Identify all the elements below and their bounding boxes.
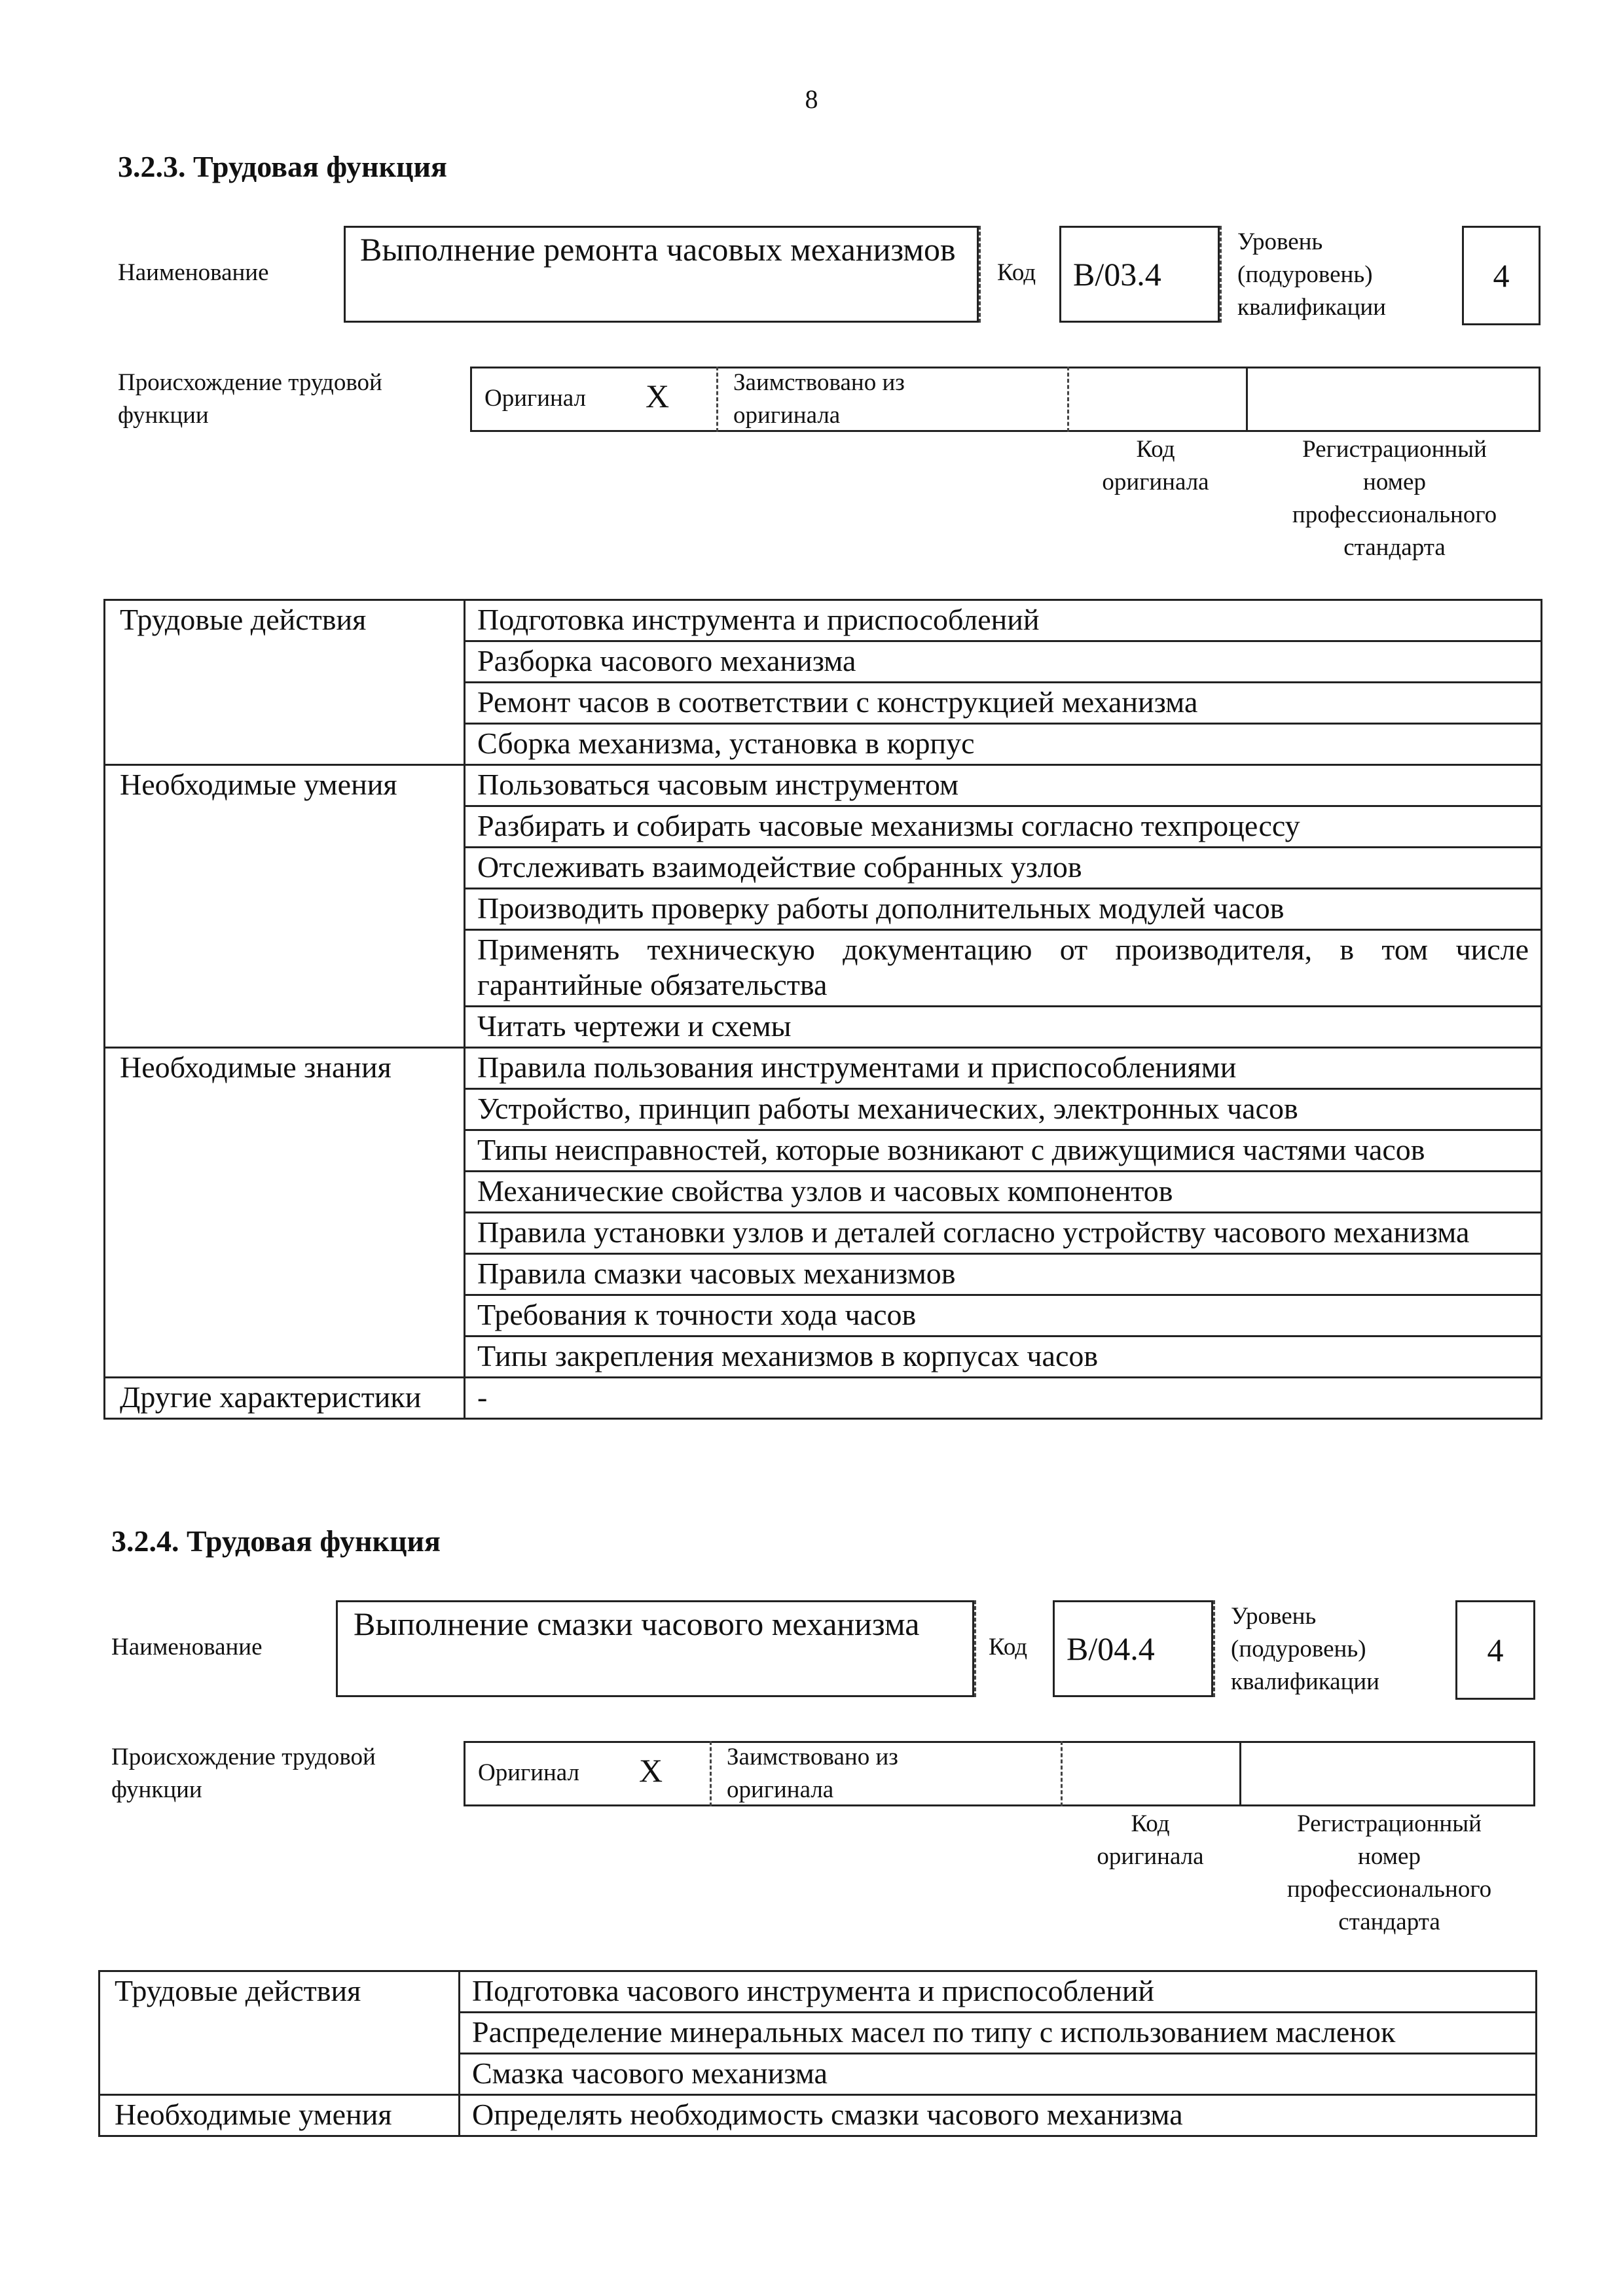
item-cell: Правила установки узлов и деталей согласно устройству часового механизма <box>465 1213 1542 1254</box>
table-row <box>105 765 1542 806</box>
level-label-line: (подуровень) <box>1237 261 1373 288</box>
table-row <box>100 2095 1537 2136</box>
code-original-caption <box>1061 433 1250 499</box>
section-heading: 3.2.3. Трудовая функция <box>118 150 447 183</box>
item-cell: Читать чертежи и схемы <box>465 1007 1542 1048</box>
item-cell: Устройство, принцип работы механических, электронных часов <box>465 1089 1542 1130</box>
item-cell: Определять необходимость смазки часового механизма <box>460 2095 1537 2136</box>
divider <box>974 1600 976 1697</box>
caption-line: номер <box>1358 1843 1421 1870</box>
name-label: Наименование <box>118 259 269 286</box>
origin-label <box>111 1741 376 1806</box>
level-label-line: квалификации <box>1231 1668 1379 1695</box>
name-value: Выполнение смазки часового механизма <box>354 1605 920 1642</box>
origin-label-line: Происхождение трудовой <box>118 369 382 396</box>
borrowed-label-line: оригинала <box>733 402 841 429</box>
item-cell: Разборка часового механизма <box>465 641 1542 683</box>
code-box <box>1059 226 1220 323</box>
item-cell: Типы закрепления механизмов в корпусах часов <box>465 1336 1542 1378</box>
caption-line: стандарта <box>1343 534 1446 561</box>
item-cell: Пользоваться часовым инструментом <box>465 765 1542 806</box>
original-label: Оригинал <box>478 1759 580 1786</box>
category-cell: Необходимые умения <box>100 2095 460 2136</box>
borrowed-label <box>733 367 905 432</box>
level-value: 4 <box>1493 257 1510 294</box>
labor-function-table <box>103 599 1542 1420</box>
item-cell: Производить проверку работы дополнительных модулей часов <box>465 889 1542 930</box>
labor-function-table <box>98 1970 1537 2137</box>
caption-line: Код <box>1136 436 1175 463</box>
category-cell: Необходимые знания <box>105 1048 465 1378</box>
table-row <box>100 1971 1537 2013</box>
level-label-line: квалификации <box>1237 294 1386 321</box>
name-box <box>344 226 979 323</box>
caption-line: Регистрационный <box>1302 436 1487 463</box>
item-cell: Требования к точности хода часов <box>465 1295 1542 1336</box>
borrowed-label-line: Заимствовано из <box>727 1744 898 1770</box>
level-value: 4 <box>1487 1632 1504 1668</box>
level-label <box>1237 226 1386 324</box>
reg-number-caption <box>1252 1808 1527 1939</box>
category-cell: Другие характеристики <box>105 1378 465 1419</box>
section-heading: 3.2.4. Трудовая функция <box>111 1524 441 1558</box>
level-label-line: Уровень <box>1237 228 1323 255</box>
origin-label-line: функции <box>118 402 209 429</box>
item-cell: Разбирать и собирать часовые механизмы согласно техпроцессу <box>465 806 1542 848</box>
caption-line: оригинала <box>1102 469 1209 495</box>
original-label: Оригинал <box>484 385 587 412</box>
origin-row <box>464 1741 1535 1806</box>
item-cell: Смазка часового механизма <box>460 2054 1537 2095</box>
item-cell: - <box>465 1378 1542 1419</box>
code-label: Код <box>997 259 1036 286</box>
item-cell: Правила пользования инструментами и приспособлениями <box>465 1048 1542 1089</box>
caption-line: оригинала <box>1097 1843 1204 1870</box>
level-label-line: (подуровень) <box>1231 1636 1366 1662</box>
category-cell: Трудовые действия <box>100 1971 460 2095</box>
origin-row <box>470 367 1541 432</box>
caption-line: Регистрационный <box>1297 1810 1482 1837</box>
name-box <box>336 1600 974 1697</box>
borrowed-label <box>727 1741 898 1806</box>
caption-line: Код <box>1131 1810 1170 1837</box>
page-number: 8 <box>805 84 818 114</box>
original-mark: X <box>639 1752 663 1789</box>
caption-line: профессионального <box>1292 501 1497 528</box>
item-cell: Сборка механизма, установка в корпус <box>465 724 1542 765</box>
table-row <box>105 1048 1542 1089</box>
code-value: B/03.4 <box>1073 256 1161 293</box>
level-label <box>1231 1600 1379 1698</box>
level-box <box>1455 1600 1535 1700</box>
item-cell: Подготовка инструмента и приспособлений <box>465 600 1542 641</box>
category-cell: Трудовые действия <box>105 600 465 765</box>
caption-line: профессионального <box>1286 1876 1492 1903</box>
code-value: B/04.4 <box>1067 1630 1155 1667</box>
table-row <box>105 600 1542 641</box>
category-cell: Необходимые умения <box>105 765 465 1048</box>
level-box <box>1462 226 1541 325</box>
level-label-line: Уровень <box>1231 1603 1317 1630</box>
origin-label-line: функции <box>111 1776 202 1803</box>
name-value: Выполнение ремонта часовых механизмов <box>360 231 956 268</box>
item-cell: Подготовка часового инструмента и приспособлений <box>460 1971 1537 2013</box>
name-label: Наименование <box>111 1634 263 1660</box>
divider <box>979 226 981 323</box>
item-cell: Отслеживать взаимодействие собранных узлов <box>465 848 1542 889</box>
code-label: Код <box>989 1634 1028 1660</box>
item-cell: Ремонт часов в соответствии с конструкцией механизма <box>465 683 1542 724</box>
original-mark: X <box>646 378 670 414</box>
origin-label <box>118 367 382 432</box>
borrowed-label-line: оригинала <box>727 1776 834 1803</box>
item-cell: Механические свойства узлов и часовых компонентов <box>465 1172 1542 1213</box>
item-cell: Типы неисправностей, которые возникают с движущимися частями часов <box>465 1130 1542 1172</box>
divider <box>1220 226 1222 323</box>
divider <box>1213 1600 1215 1697</box>
item-cell: Распределение минеральных масел по типу с использованием масленок <box>460 2013 1537 2054</box>
caption-line: стандарта <box>1338 1909 1440 1935</box>
item-cell: Правила смазки часовых механизмов <box>465 1254 1542 1295</box>
origin-label-line: Происхождение трудовой <box>111 1744 376 1770</box>
table-row <box>105 1378 1542 1419</box>
caption-line: номер <box>1363 469 1426 495</box>
reg-number-caption <box>1257 433 1532 564</box>
borrowed-label-line: Заимствовано из <box>733 369 905 396</box>
item-cell: Применять техническую документацию от производителя, в том числе гарантийные обязательства <box>465 930 1542 1007</box>
code-box <box>1053 1600 1213 1697</box>
code-original-caption <box>1055 1808 1245 1873</box>
